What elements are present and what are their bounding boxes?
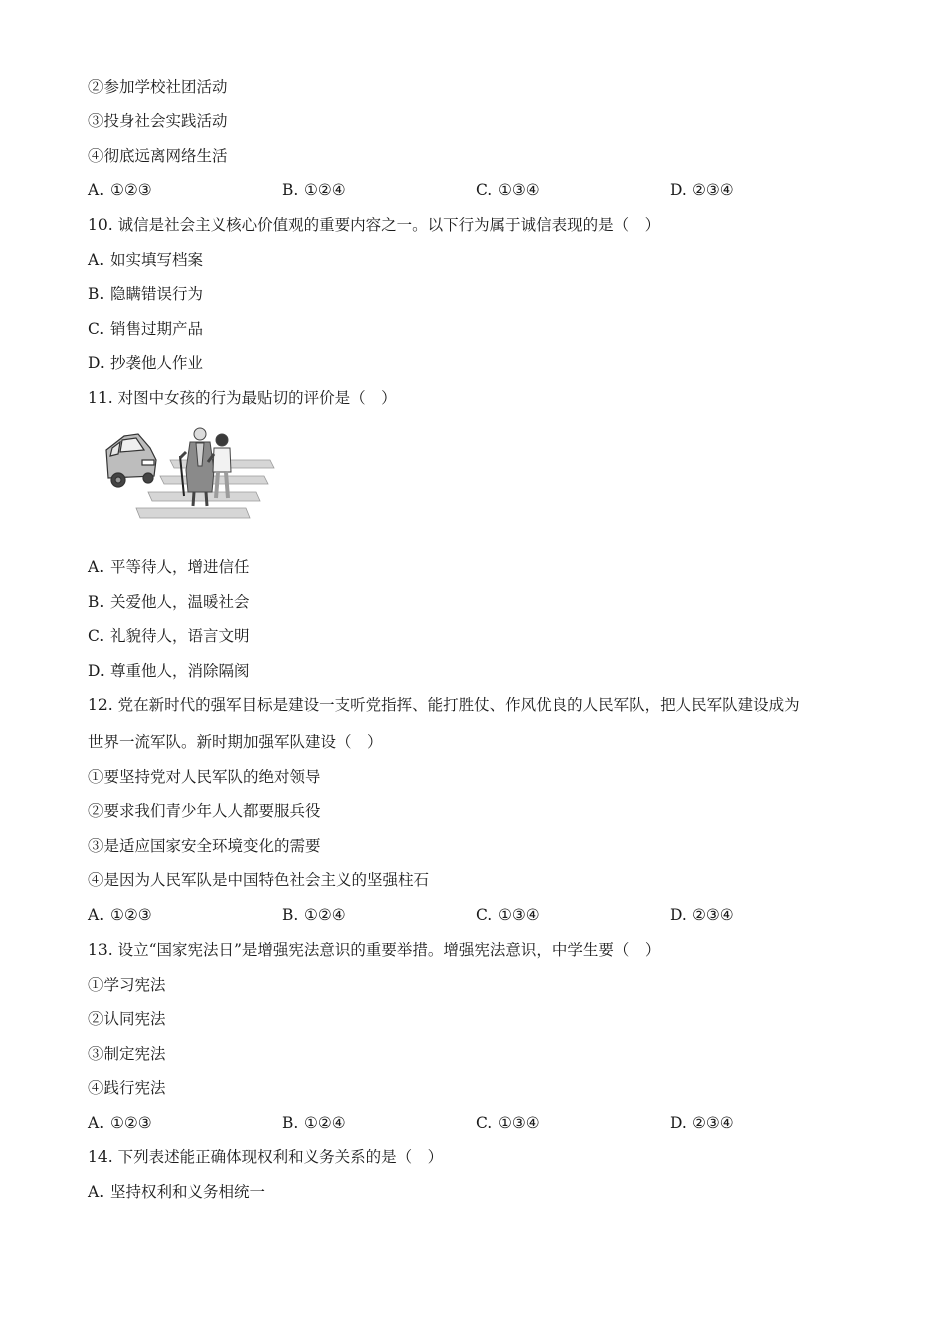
q10-option-b: B. 隐瞒错误行为 bbox=[88, 285, 204, 303]
q11-option-d: D. 尊重他人，消除隔阂 bbox=[88, 662, 250, 680]
q12-stem-line2: 世界一流军队。新时期加强军队建设（ ） bbox=[88, 733, 383, 751]
q9-option-b: B. ①②④ bbox=[282, 181, 346, 199]
q12-item-1: ①要坚持党对人民军队的绝对领导 bbox=[88, 768, 321, 786]
q12-option-c: C. ①③④ bbox=[476, 906, 540, 924]
q13-option-b: B. ①②④ bbox=[282, 1114, 346, 1132]
q9-item-4: ④彻底远离网络生活 bbox=[88, 147, 228, 165]
q11-stem: 11. 对图中女孩的行为最贴切的评价是（ ） bbox=[88, 389, 397, 407]
q12-option-b: B. ①②④ bbox=[282, 906, 346, 924]
q9-option-c: C. ①③④ bbox=[476, 181, 540, 199]
q9-option-a: A. ①②③ bbox=[88, 181, 152, 199]
q12-option-d: D. ②③④ bbox=[670, 906, 734, 924]
q9-option-d: D. ②③④ bbox=[670, 181, 734, 199]
q12-item-2: ②要求我们青少年人人都要服兵役 bbox=[88, 802, 321, 820]
q14-stem: 14. 下列表述能正确体现权利和义务关系的是（ ） bbox=[88, 1148, 444, 1166]
q12-stem-line1: 12. 党在新时代的强军目标是建设一支听党指挥、能打胜仗、作风优良的人民军队，把人民军队建设成为 bbox=[88, 696, 800, 714]
q10-stem: 10. 诚信是社会主义核心价值观的重要内容之一。以下行为属于诚信表现的是（ ） bbox=[88, 216, 661, 234]
q13-option-a: A. ①②③ bbox=[88, 1114, 152, 1132]
q13-item-1: ①学习宪法 bbox=[88, 976, 166, 994]
q10-option-c: C. 销售过期产品 bbox=[88, 320, 204, 338]
q10-option-d: D. 抄袭他人作业 bbox=[88, 354, 204, 372]
q11-option-c: C. 礼貌待人，语言文明 bbox=[88, 627, 250, 645]
q14-option-a: A. 坚持权利和义务相统一 bbox=[88, 1183, 266, 1201]
q13-item-3: ③制定宪法 bbox=[88, 1045, 166, 1063]
q13-option-d: D. ②③④ bbox=[670, 1114, 734, 1132]
q13-option-c: C. ①③④ bbox=[476, 1114, 540, 1132]
q13-item-4: ④践行宪法 bbox=[88, 1079, 166, 1097]
q13-stem: 13. 设立“国家宪法日”是增强宪法意识的重要举措。增强宪法意识，中学生要（ ） bbox=[88, 941, 661, 959]
q9-item-2: ②参加学校社团活动 bbox=[88, 78, 228, 96]
crosswalk-illustration bbox=[104, 426, 276, 520]
q9-item-3: ③投身社会实践活动 bbox=[88, 112, 228, 130]
q11-option-b: B. 关爱他人，温暖社会 bbox=[88, 593, 250, 611]
q12-option-a: A. ①②③ bbox=[88, 906, 152, 924]
q10-option-a: A. 如实填写档案 bbox=[88, 251, 204, 269]
q11-option-a: A. 平等待人，增进信任 bbox=[88, 558, 250, 576]
q12-item-4: ④是因为人民军队是中国特色社会主义的坚强柱石 bbox=[88, 871, 430, 889]
q13-item-2: ②认同宪法 bbox=[88, 1010, 166, 1028]
q12-item-3: ③是适应国家安全环境变化的需要 bbox=[88, 837, 321, 855]
